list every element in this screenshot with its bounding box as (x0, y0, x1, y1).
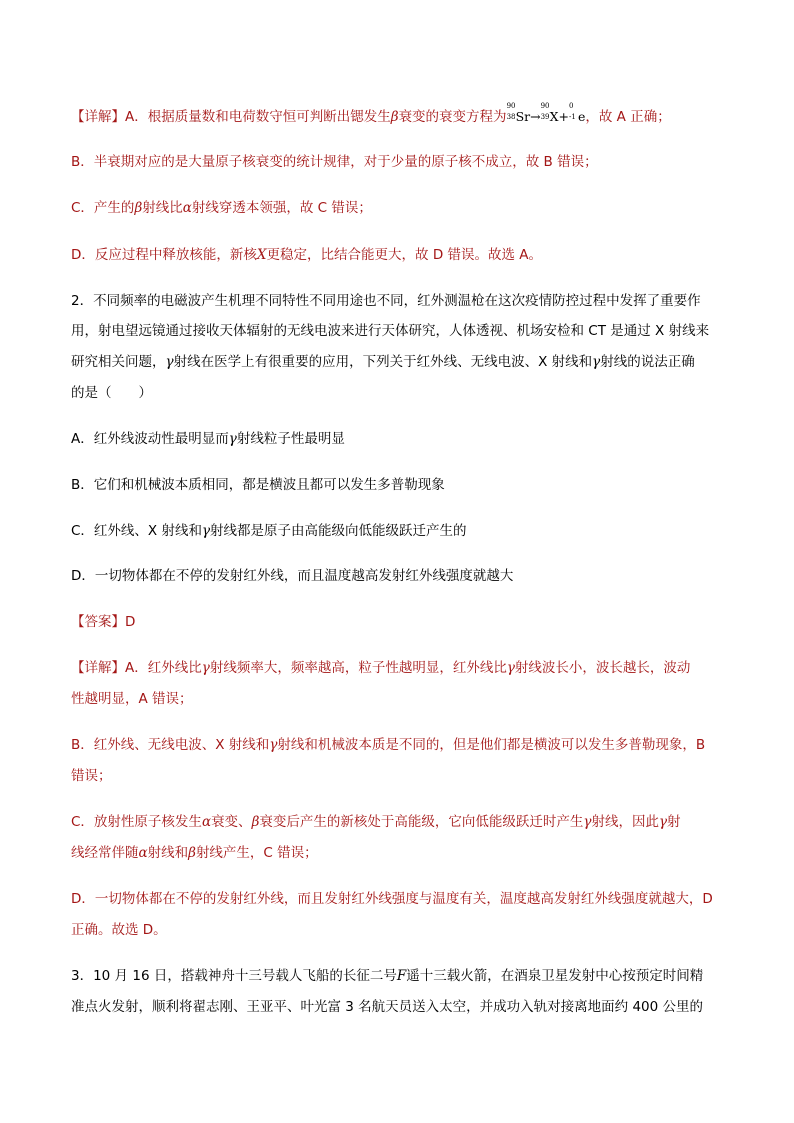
q1-detail-a: 【详解】A．根据质量数和电荷数守恒可判断出锶发生β衰变的衰变方程为 90 38 Sr→ 90 39 X+ 0 -1 e，故 A 正确； (71, 102, 671, 125)
q2-detail-c-2: 线经常伴随α射线和β射线产生，C 错误； (71, 845, 318, 861)
q2-option-d: D．一切物体都在不停的发射红外线，而且温度越高发射红外线强度就越大 (71, 568, 514, 584)
q2-detail-a-2: 性越明显，A 错误； (71, 691, 193, 707)
q2-detail-b-1: B．红外线、无线电波、X 射线和γ射线和机械波本质是不同的，但是他们都是横波可以发生多普勒现象，B (71, 737, 706, 753)
q2-option-c: C．红外线、X 射线和γ射线都是原子由高能级向低能级跃迁产生的 (71, 523, 467, 539)
q2-line-4: 的是（ ） (71, 385, 152, 401)
q3-line-1: 3．10 月 16 日，搭载神舟十三号载人飞船的长征二号F遥十三载火箭，在酒泉卫星发射中心按预定时间精 (71, 968, 704, 984)
q2-answer (71, 613, 734, 631)
q2-detail-d-2: 正确。故选 D。 (71, 922, 167, 938)
q2-line-2: 用，射电望远镜通过接收天体辐射的无线电波来进行天体研究，人体透视、机场安检和 CT 是通过 X 射线来 (71, 323, 710, 339)
q2-option-a: A．红外线波动性最明显而γ射线粒子性最明显 (71, 431, 345, 447)
q2-option-b: B．它们和机械波本质相同，都是横波且都可以发生多普勒现象 (71, 477, 445, 493)
q1-detail-b: B．半衰期对应的是大量原子核衰变的统计规律，对于少量的原子核不成立，故 B 错误； (71, 154, 598, 170)
q2-detail-a-1: 【详解】A．红外线比γ射线频率大，频率越高，粒子性越明显，红外线比γ射线波长小，波长越长，波动 (71, 660, 691, 676)
q2-line-3: 研究相关问题，γ射线在医学上有很重要的应用，下列关于红外线、无线电波、X 射线和γ射线的说法正确 (71, 354, 695, 370)
answer-label: 【答案】 (71, 614, 125, 630)
detail-label: 【详解】 (71, 109, 125, 125)
q1-detail-c: C．产生的β射线比α射线穿透本领强，故 C 错误； (71, 200, 372, 216)
decay-equation: 90 38 Sr→ 90 39 X+ 0 -1 e (506, 102, 586, 124)
q2-detail-b-2: 错误； (71, 768, 112, 784)
q1-detail-d: D．反应过程中释放核能，新核X更稳定，比结合能更大，故 D 错误。故选 A。 (71, 247, 543, 263)
q2-line-1: 2．不同频率的电磁波产生机理不同特性不同用途也不同，红外测温枪在这次疫情防控过程中发挥了重要作 (71, 293, 701, 309)
detail-label: 【详解】 (71, 660, 125, 676)
q2-detail-c-1: C．放射性原子核发生α衰变、β衰变后产生的新核处于高能级，它向低能级跃迁时产生γ射线，因此γ射 (71, 814, 681, 830)
q2-detail-d-1: D．一切物体都在不停的发射红外线，而且发射红外线强度与温度有关，温度越高发射红外线强度就越大，D (71, 891, 713, 907)
q3-line-2: 准点火发射，顺利将翟志刚、王亚平、叶光富 3 名航天员送入太空，并成功入轨对接离地面约 400 公里的 (71, 999, 704, 1015)
answer-value: D (125, 614, 136, 630)
